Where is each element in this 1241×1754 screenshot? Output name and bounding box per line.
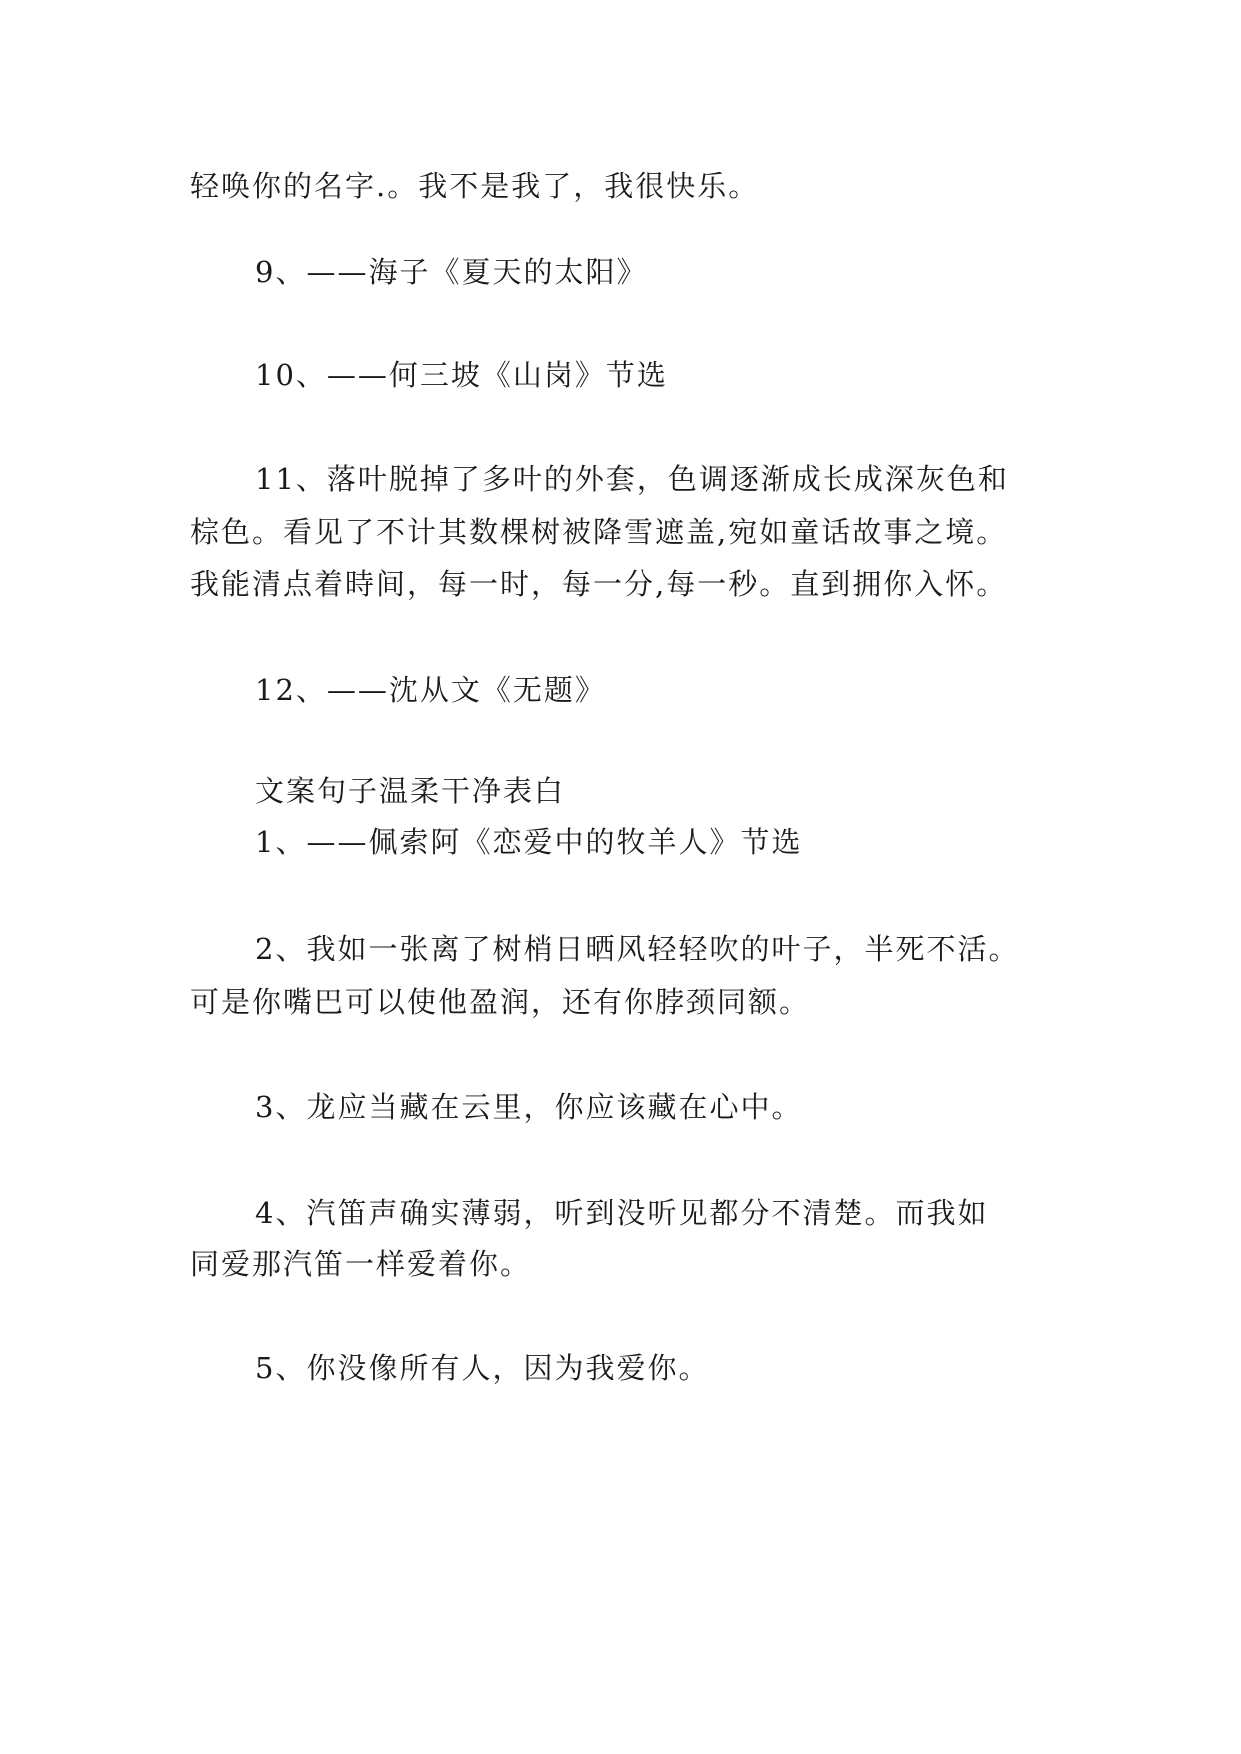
section-heading: 文案句子温柔干净表白 xyxy=(255,774,566,808)
text-line: 轻唤你的名字.。我不是我了，我很快乐。 xyxy=(190,169,760,203)
paragraph-line: 3、龙应当藏在云里，你应该藏在心中。 xyxy=(255,1090,803,1124)
paragraph-line: 5、你没像所有人，因为我爱你。 xyxy=(255,1351,710,1385)
paragraph-line: 11、落叶脱掉了多叶的外套，色调逐渐成长成深灰色和 xyxy=(255,462,1009,496)
paragraph-line: 4、汽笛声确实薄弱，听到没听见都分不清楚。而我如 xyxy=(255,1196,989,1230)
paragraph-line: 2、我如一张离了树梢日晒风轻轻吹的叶子，半死不活。 xyxy=(255,932,1020,966)
quote-attribution: 12、——沈从文《无题》 xyxy=(255,673,606,707)
quote-attribution: 10、——何三坡《山岗》节选 xyxy=(255,358,668,392)
quote-attribution: 1、——佩索阿《恋爱中的牧羊人》节选 xyxy=(255,825,803,859)
paragraph-line: 可是你嘴巴可以使他盈润，还有你脖颈同额。 xyxy=(190,985,811,1019)
quote-attribution: 9、——海子《夏天的太阳》 xyxy=(255,255,648,289)
paragraph-line: 我能清点着時间，每一时，每一分,每一秒。直到拥你入怀。 xyxy=(190,567,1008,601)
paragraph-line: 棕色。看见了不计其数棵树被降雪遮盖,宛如童话故事之境。 xyxy=(190,515,1008,549)
paragraph-line: 同爱那汽笛一样爱着你。 xyxy=(190,1247,532,1281)
